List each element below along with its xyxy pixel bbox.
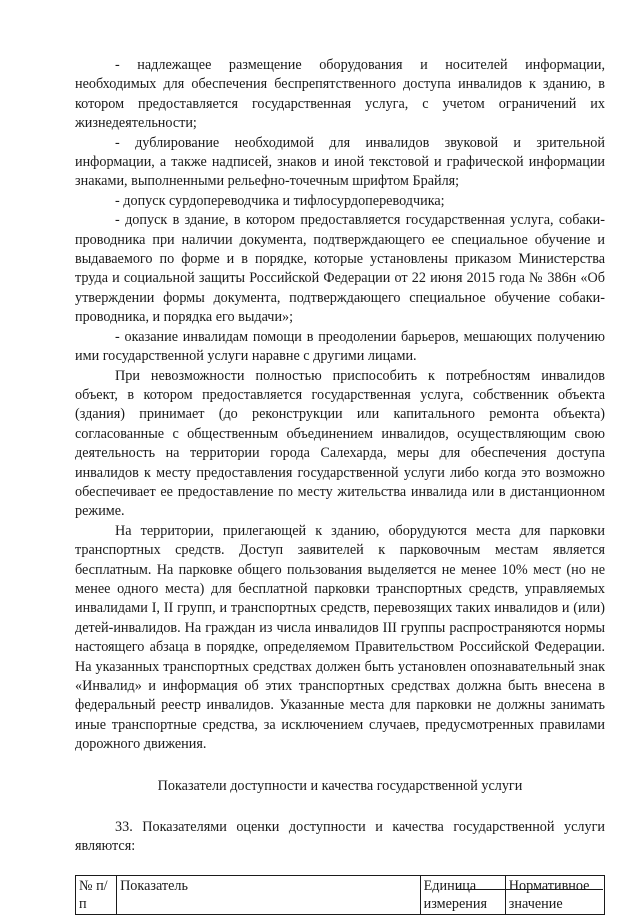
footer-rule — [456, 889, 603, 890]
paragraph: - дублирование необходимой для инвалидов звуковой и зрительной информации, а также надписей, знаков и иной текстовой и графической информации знаками, выполненными рельефно-точечным шрифтом Брайля; — [75, 134, 605, 190]
clause-33: 33. Показателями оценки доступности и качества государственной услуги являются: — [75, 819, 605, 855]
header-norm-value: Нормативное значение — [505, 875, 604, 914]
paragraph: - допуск сурдопереводчика и тифлосурдопереводчика; — [115, 192, 445, 209]
paragraph: При невозможности полностью приспособить к потребностям инвалидов объект, в котором предоставляется государственная услуга, собственник объекта (здания) принимает (до реконструкции или капитального ремонта объекта) согласованные с общественным объединением инвалидов, осуществляющим свою деятельность на территории города Салехарда, меры для обеспечения доступа инвалидов к месту предоставления государственной услуги либо когда это возможно обеспечивает ее предоставление по месту жительства инвалида или в дистанционном режиме. — [75, 367, 605, 520]
table-header-row — [76, 875, 605, 914]
body-text — [75, 56, 605, 755]
indicators-table — [75, 875, 605, 915]
paragraph: На территории, прилегающей к зданию, оборудуются места для парковки транспортных средств. Доступ заявителей к парковочным местам является бесплатным. На парковке общего пользования выделяется не менее 10% мест (но не менее одного места) для бесплатной парковки транспортных средств, управляемых инвалидами I, II групп, и транспортных средств, перевозящих таких инвалидов и (или) детей-инвалидов. На граждан из числа инвалидов III группы распространяются нормы настоящего абзаца в порядке, определяемом Правительством Российской Федерации. На указанных транспортных средствах должен быть установлен опознавательный знак «Инвалид» и информация об этих транспортных средствах должна быть внесена в федеральный реестр инвалидов. Указанные места для парковки не должны занимать иные транспортные средства, за исключением случаев, предусмотренных правилами дорожного движения. — [75, 522, 605, 753]
paragraph: - оказание инвалидам помощи в преодолении барьеров, мешающих получению ими государственной услуги наравне с другими лицами. — [75, 328, 605, 365]
header-number: № п/п — [76, 875, 117, 914]
header-indicator: Показатель — [117, 875, 421, 914]
section-heading: Показатели доступности и качества государственной услуги — [157, 777, 523, 794]
document-page — [75, 56, 605, 915]
paragraph: - надлежащее размещение оборудования и носителей информации, необходимых для обеспечения беспрепятственного доступа инвалидов к зданию, в котором предоставляется государственная услуга, с учетом ограничений их жизнедеятельности; — [75, 57, 605, 132]
paragraph: - допуск в здание, в котором предоставляется государственная услуга, собаки-проводника при наличии документа, подтверждающего ее специальное обучение и выдаваемого по форме и в порядке, которые установлены приказом Министерства труда и социальной защиты Российской Федерации от 22 июня 2015 года № 386н «Об утверждении формы документа, подтверждающего специальное обучение собаки-проводника, и порядка его выдачи»; — [75, 212, 605, 326]
header-unit: Единица измерения — [420, 875, 505, 914]
